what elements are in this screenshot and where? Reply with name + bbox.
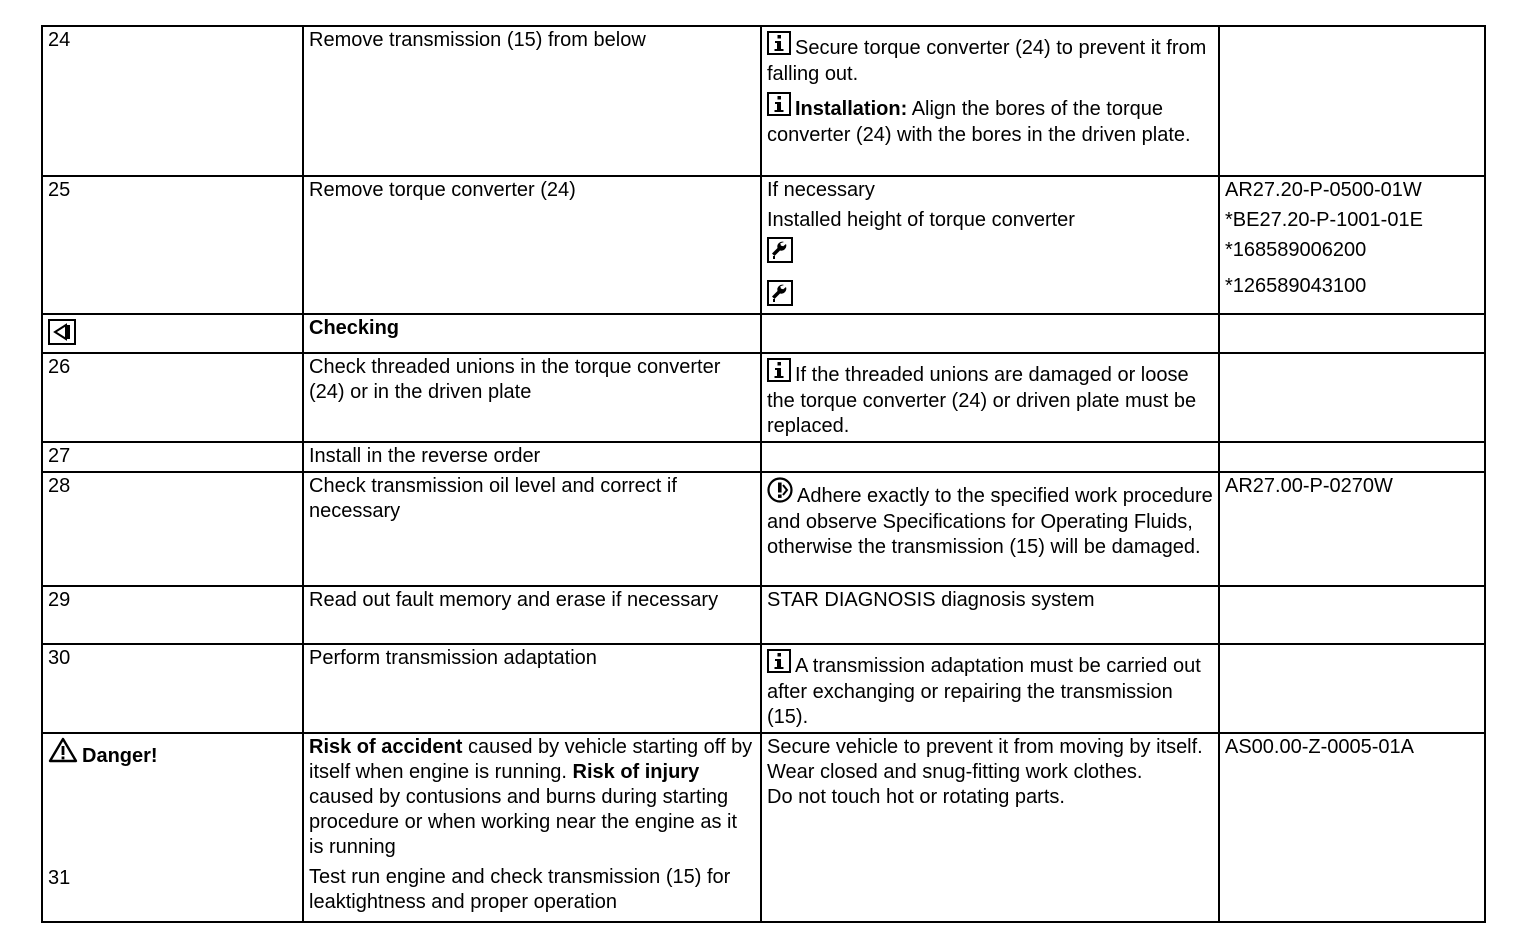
note-cell [761,176,1219,314]
step-number-cell [42,176,303,314]
note-cell [761,586,1219,644]
note-text: Align the bores of the torque converter (24) with the bores in the driven plate. [767,98,1191,146]
info-icon [767,31,791,62]
risk-label: Risk of injury [572,761,700,783]
risk-text [309,735,756,860]
reference-cell [1219,442,1485,472]
special-tool-icon [767,280,1214,313]
step-number-cell [42,26,303,176]
info-icon [767,92,791,123]
info-icon [767,649,791,680]
caution-icon [767,477,793,510]
table-row [42,472,1485,586]
note-text: Do not touch hot or rotating parts. [767,786,1065,808]
action-cell [303,26,761,176]
action-cell [303,353,761,442]
note-cell [761,472,1219,586]
table-row [42,586,1485,644]
step-number: 31 [48,867,71,889]
reference-cell [1219,26,1485,176]
reference-code[interactable]: *168589006200 [1225,239,1367,261]
action-cell [303,733,761,922]
step-number: 27 [48,445,71,467]
table-row [42,26,1485,176]
reference-cell [1219,353,1485,442]
action-text: Check threaded unions in the torque converter (24) or in the driven plate [309,356,721,403]
action-text: Check transmission oil level and correct if necessary [309,475,677,522]
note-text: If necessary [767,179,875,201]
checking-icon [48,328,76,350]
step-icon-cell [42,314,303,353]
reference-code[interactable]: AR27.00-P-0270W [1225,475,1393,497]
note-text: Adhere exactly to the specified work procedure and observe Specifications for Operating Fluids, otherwise the transmission (15) will be damaged. [767,485,1213,558]
reference-code[interactable]: AS00.00-Z-0005-01A [1225,736,1415,758]
reference-cell [1219,314,1485,353]
table-row [42,176,1485,314]
step-number: 24 [48,29,71,51]
reference-cell [1219,176,1485,314]
reference-code[interactable]: AR27.20-P-0500-01W [1225,179,1422,201]
danger-label: Danger! [82,745,158,767]
step-number-cell [42,353,303,442]
reference-code[interactable]: *BE27.20-P-1001-01E [1225,209,1423,231]
action-cell [303,472,761,586]
note-cell [761,314,1219,353]
reference-cell [1219,733,1485,922]
action-cell [303,644,761,733]
risk-description: caused by vehicle starting off by itself when engine is running. [309,736,753,783]
step-number: 30 [48,647,71,669]
step-number: 26 [48,356,71,378]
section-heading: Checking [309,317,400,339]
action-cell [303,442,761,472]
risk-description: caused by contusions and burns during starting procedure or when working near the engine as it is running [309,786,738,858]
action-text: Remove transmission (15) from below [309,29,646,51]
step-number: 28 [48,475,71,497]
note-cell [761,733,1219,922]
procedure-table [41,25,1486,923]
warning-triangle-icon [48,737,78,770]
special-tool-icon [767,237,1214,270]
risk-label: Risk of accident [309,736,463,758]
note-cell [761,26,1219,176]
step-number-cell [42,733,303,922]
table-row [42,442,1485,472]
note-text: Secure torque converter (24) to prevent it from falling out. [767,37,1207,85]
info-icon [767,358,791,389]
reference-cell [1219,472,1485,586]
note-text: A transmission adaptation must be carried out after exchanging or repairing the transmission (15). [767,655,1201,728]
installation-label: Installation: [795,98,908,120]
reference-cell [1219,586,1485,644]
step-number-cell [42,586,303,644]
table-row [42,733,1485,922]
action-text: Remove torque converter (24) [309,179,576,201]
note-cell [761,353,1219,442]
action-cell [303,586,761,644]
note-text: Wear closed and snug-fitting work clothes. [767,761,1143,783]
reference-code[interactable]: *126589043100 [1225,275,1367,297]
table-row [42,353,1485,442]
table-row [42,314,1485,353]
reference-cell [1219,644,1485,733]
step-number-cell [42,644,303,733]
note-cell [761,442,1219,472]
action-cell [303,314,761,353]
step-number: 29 [48,589,71,611]
step-number: 25 [48,179,71,201]
step-number-cell [42,472,303,586]
action-text: Read out fault memory and erase if necessary [309,589,719,611]
note-text: STAR DIAGNOSIS diagnosis system [767,589,1095,611]
action-text: Install in the reverse order [309,445,541,467]
action-cell [303,176,761,314]
table-row [42,644,1485,733]
note-cell [761,644,1219,733]
note-text: If the threaded unions are damaged or loose the torque converter (24) or driven plate must be replaced. [767,364,1197,437]
step-number-cell [42,442,303,472]
note-text: Secure vehicle to prevent it from moving by itself. [767,736,1203,758]
action-text: Test run engine and check transmission (15) for leaktightness and proper operation [309,866,731,913]
note-text: Installed height of torque converter [767,209,1075,231]
action-text: Perform transmission adaptation [309,647,597,669]
